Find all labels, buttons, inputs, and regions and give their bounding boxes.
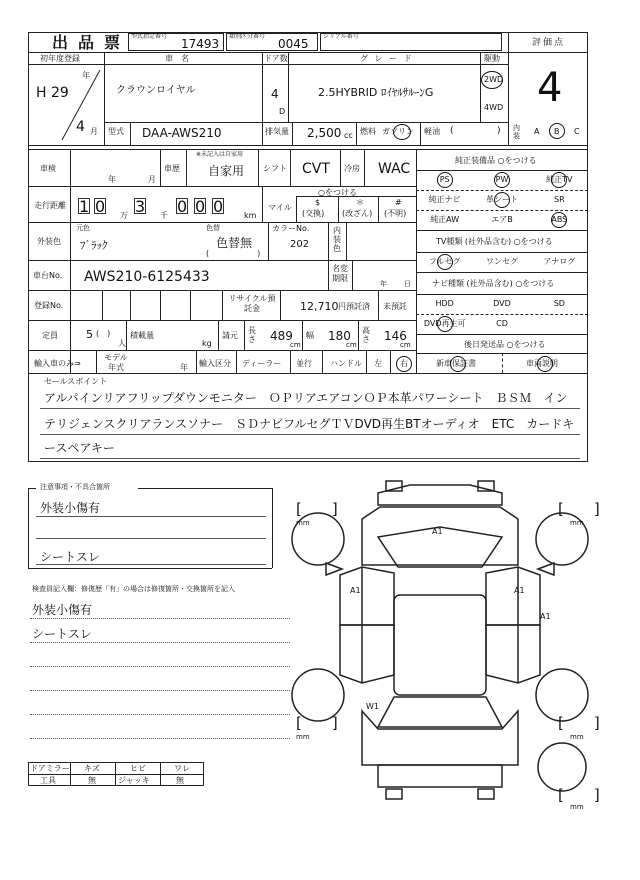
chassis-value: AWS210-6125433 bbox=[84, 269, 210, 285]
interior-b-circle bbox=[549, 123, 565, 139]
width-label: 幅 bbox=[306, 331, 314, 340]
damage-mark-left-door: A1 bbox=[350, 586, 361, 595]
damage-mark-right-door: A1 bbox=[514, 586, 525, 595]
mileage-label: 走行距離 bbox=[34, 201, 66, 210]
length-label: 長さ bbox=[248, 326, 256, 344]
interior-a: A bbox=[534, 127, 540, 136]
interior-b: B bbox=[554, 127, 560, 136]
first-reg-era: H 29 bbox=[36, 85, 69, 101]
acc-header-mirror: ドアミラー bbox=[30, 764, 70, 773]
inspection-year-unit: 年 bbox=[108, 175, 116, 184]
drive-2wd-circle bbox=[481, 71, 503, 89]
later-label: 後日発送品 ○をつける bbox=[464, 340, 546, 349]
color-paren: ( ) bbox=[206, 249, 261, 258]
sales-point-label: セールスポイント bbox=[44, 377, 108, 386]
recycle-unpaid: 未預託 bbox=[383, 302, 407, 311]
mileage-km-unit: km bbox=[244, 211, 257, 220]
doors-sub: D bbox=[279, 107, 286, 116]
color-original-value: ﾌﾞﾗｯｸ bbox=[80, 239, 108, 252]
acc-jack-value: 無 bbox=[176, 776, 184, 785]
history-value: 自家用 bbox=[208, 164, 245, 178]
load-unit: kg bbox=[202, 339, 212, 348]
first-reg-label: 初年度登録 bbox=[40, 54, 80, 63]
grade-label: グ レ ー ド bbox=[360, 54, 414, 63]
mile-unknown: (不明) bbox=[384, 209, 407, 218]
width-unit: cm bbox=[346, 341, 357, 349]
equipment-genuine-label: 純正装備品 ○をつける bbox=[455, 156, 537, 165]
tv-circle bbox=[437, 254, 453, 270]
recycle-paid: 円預託済 bbox=[338, 302, 370, 311]
length-value: 489 bbox=[270, 329, 293, 343]
score-label: 評価点 bbox=[532, 38, 566, 48]
sales-point-line-1: アルパインリアフリップダウンモニター ＯＰリアエアコンＯＰ本革パワーシート ＢＳＭ イン bbox=[44, 391, 568, 405]
navi-item: SD bbox=[553, 299, 565, 308]
tire-mm-fl: mm bbox=[296, 519, 310, 527]
car-name-label: 車 名 bbox=[165, 54, 189, 63]
fuel-gas: ガソリン bbox=[382, 127, 414, 136]
damage-mark-rear-glass: W1 bbox=[366, 702, 379, 711]
mileage-digit: 0 bbox=[213, 197, 224, 216]
fuel-gas-circle bbox=[393, 124, 411, 140]
tire-bracket-rr: [ ] bbox=[558, 714, 600, 732]
inspection-month-unit: 月 bbox=[148, 175, 156, 184]
mile-tampered-sym: ＊ bbox=[356, 198, 364, 207]
model-year-unit: 年 bbox=[180, 363, 188, 372]
color-change-value: 色替無 bbox=[216, 236, 253, 250]
equipment-item: SR bbox=[554, 195, 565, 204]
mileage-digit: 0 bbox=[177, 197, 188, 216]
class-no-label: 類別区分番号 bbox=[229, 33, 266, 40]
tire-bracket-rl: [ ] bbox=[296, 714, 338, 732]
first-reg-month: 4 bbox=[76, 119, 85, 135]
ac-label: 冷房 bbox=[344, 164, 360, 173]
nameplate-day-unit: 日 bbox=[404, 280, 411, 288]
mileage-sen-unit: 千 bbox=[160, 211, 168, 220]
mile-tampered: (改ざん) bbox=[342, 209, 373, 218]
later-manual-circle bbox=[537, 356, 553, 372]
acc-header-crack: ヒビ bbox=[130, 764, 146, 773]
recycle-label: リサイクル預託金 bbox=[228, 294, 276, 313]
handle-right: 右 bbox=[400, 359, 408, 368]
capacity-paren: ( ) bbox=[96, 329, 111, 338]
score-value: 4 bbox=[537, 65, 563, 111]
mileage-man-unit: 万 bbox=[120, 211, 128, 220]
model-year-label: モデル年式 bbox=[104, 353, 128, 372]
drive-label: 駆動 bbox=[484, 54, 500, 63]
tire-mm-rr: mm bbox=[570, 733, 584, 741]
acc-header-break: ワレ bbox=[174, 764, 190, 773]
import-class-label: 輸入区分 bbox=[199, 359, 231, 368]
load-label: 積載量 bbox=[130, 331, 154, 340]
length-unit: cm bbox=[290, 341, 301, 349]
recycle-value: 12,710 bbox=[300, 300, 339, 313]
equipment-circle bbox=[494, 172, 510, 188]
tire-bracket-fl: [ ] bbox=[296, 500, 338, 518]
width-value: 180 bbox=[328, 329, 351, 343]
shift-value: CVT bbox=[302, 161, 330, 177]
equipment-circle bbox=[494, 192, 510, 208]
import-parallel: 並行 bbox=[296, 359, 312, 368]
drive-2wd: 2WD bbox=[484, 75, 504, 84]
equipment-item: 純正ナビ bbox=[428, 195, 461, 204]
history-label: 車歴 bbox=[164, 164, 180, 173]
interior-c: C bbox=[574, 127, 580, 136]
interior-label: 内装 bbox=[513, 124, 520, 140]
class-no-value: 0045 bbox=[278, 37, 309, 51]
displacement-label: 排気量 bbox=[265, 127, 289, 136]
capacity-unit: 人 bbox=[118, 339, 126, 348]
color-no-label: カラーNo. bbox=[272, 224, 310, 233]
damage-mark-hood: A1 bbox=[432, 527, 443, 536]
mile-unknown-sym: # bbox=[395, 198, 402, 207]
fuel-label: 燃料 bbox=[360, 127, 376, 136]
equipment-item: 革シート bbox=[485, 195, 518, 204]
drive-4wd: 4WD bbox=[484, 103, 504, 112]
notes-label: 注意事項・不具合箇所 bbox=[40, 483, 110, 491]
fuel-paren-open: ( bbox=[450, 126, 454, 136]
tire-mm-spare: mm bbox=[570, 803, 584, 811]
car-name-value: クラウンロイヤル bbox=[116, 85, 196, 96]
displacement-value: 2,500 bbox=[307, 126, 342, 140]
height-value: 146 bbox=[384, 329, 407, 343]
mile-exchange: (交換) bbox=[302, 209, 325, 218]
interior-color-label: 内装色 bbox=[333, 226, 341, 253]
equipment-item: エアB bbox=[491, 215, 513, 224]
equipment-item: PS bbox=[439, 175, 450, 184]
serial-label: シリアル番号 bbox=[323, 33, 359, 40]
handle-left: 左 bbox=[374, 359, 382, 368]
navi-item: CD bbox=[496, 319, 508, 328]
mile-exchange-sym: $ bbox=[315, 198, 321, 207]
type-no-value: 17493 bbox=[181, 37, 220, 51]
tv-label: TV種類 (社外品含む) ○をつける bbox=[436, 237, 553, 246]
price-label: 請元 bbox=[222, 331, 238, 340]
tv-item: フルセグ bbox=[428, 257, 461, 266]
nameplate-label: 名変期限 bbox=[332, 264, 348, 283]
model-value: DAA-AWS210 bbox=[142, 126, 222, 140]
navi-circle bbox=[437, 316, 453, 332]
handle-right-circle bbox=[396, 356, 412, 372]
navi-label: ナビ種類 (社外品含む) ○をつける bbox=[432, 279, 555, 288]
sales-point-line-3: ースペアキー bbox=[44, 441, 115, 455]
equipment-item: 純正AW bbox=[430, 215, 460, 224]
displacement-unit: cc bbox=[344, 131, 353, 140]
notes-line-2: シートスレ bbox=[40, 550, 100, 564]
history-note: ※未記入は自家用 bbox=[196, 151, 244, 158]
chassis-label: 車台No. bbox=[33, 271, 63, 280]
nameplate-year-unit: 年 bbox=[380, 280, 387, 288]
tire-bracket-fr: [ ] bbox=[558, 500, 600, 518]
ac-value: WAC bbox=[378, 161, 411, 177]
first-reg-year-unit: 年 bbox=[82, 71, 90, 80]
doors-label: ドア数 bbox=[264, 54, 288, 63]
fuel-paren-close: ) bbox=[497, 126, 501, 136]
capacity-value: 5 bbox=[86, 328, 93, 341]
later-item-warranty: 新車保証書 bbox=[436, 359, 476, 368]
damage-mark-right-rear: A1 bbox=[540, 612, 551, 621]
navi-item: DVD bbox=[493, 299, 511, 308]
tv-item: アナログ bbox=[543, 257, 576, 266]
inspector-label: 検査員記入欄：修復歴「有」の場合は修復箇所・交換箇所を記入 bbox=[32, 585, 235, 593]
mileage-digit: 0 bbox=[195, 197, 206, 216]
inspection-label: 車検 bbox=[40, 164, 56, 173]
mileage-circle-note: ○をつける bbox=[318, 188, 357, 197]
grade-value: 2.5HYBRID ﾛｲﾔﾙｻﾙｰﾝG bbox=[318, 86, 434, 99]
later-warranty-circle bbox=[450, 356, 466, 372]
tire-mm-rl: mm bbox=[296, 733, 310, 741]
navi-item: DVD再生可 bbox=[423, 319, 466, 328]
mileage-digit: 0 bbox=[95, 197, 106, 216]
fuel-diesel: 軽油 bbox=[424, 127, 440, 136]
color-change-label: 色替 bbox=[206, 224, 220, 232]
import-label: 輸入車のみ⇒ bbox=[34, 359, 81, 368]
import-dealer: ディーラー bbox=[242, 359, 282, 368]
notes-line-1: 外装小傷有 bbox=[40, 501, 101, 515]
mileage-digit: 3 bbox=[135, 197, 146, 216]
mileage-digit: 1 bbox=[79, 197, 90, 216]
acc-tools-value: 無 bbox=[88, 776, 96, 785]
later-item-manual: 車両説明 bbox=[526, 359, 558, 368]
mileage-type-label: マイル bbox=[268, 203, 292, 212]
sales-point-line-2: テリジェンスクリアランスソナー ＳＤナビフルセグＴＶDVD再生BTオーディオ ETC カードキ bbox=[44, 417, 575, 431]
inspector-line-1: 外装小傷有 bbox=[32, 603, 93, 617]
tire-mm-fr: mm bbox=[570, 519, 584, 527]
equipment-circle bbox=[437, 172, 453, 188]
handle-label: ハンドル bbox=[330, 359, 362, 368]
equipment-item: PW bbox=[495, 175, 509, 184]
acc-tools-label: 工具 bbox=[40, 776, 56, 785]
tv-item: ワンセグ bbox=[485, 257, 518, 266]
doors-value: 4 bbox=[271, 87, 279, 101]
reg-label: 登録No. bbox=[34, 301, 64, 310]
color-label: 外装色 bbox=[37, 237, 61, 246]
color-original-label: 元色 bbox=[76, 224, 90, 232]
type-no-label: 型式指定番号 bbox=[131, 33, 168, 40]
tire-bracket-spare: [ ] bbox=[558, 786, 600, 804]
first-reg-month-unit: 月 bbox=[90, 127, 98, 136]
model-label: 型式 bbox=[108, 127, 124, 136]
color-no-value: 202 bbox=[290, 239, 310, 250]
sheet-title: 出品票 bbox=[52, 33, 131, 52]
inspector-line-2: シートスレ bbox=[32, 627, 92, 641]
height-unit: cm bbox=[400, 341, 411, 349]
equipment-item: 純正TV bbox=[546, 175, 573, 184]
height-label: 高さ bbox=[362, 326, 370, 344]
acc-jack-label: ジャッキ bbox=[118, 776, 150, 785]
equipment-item: ABS bbox=[551, 215, 568, 224]
capacity-label: 定員 bbox=[42, 331, 58, 340]
shift-label: シフト bbox=[263, 164, 287, 173]
acc-header-scratch: キズ bbox=[84, 764, 100, 773]
navi-item: HDD bbox=[435, 299, 454, 308]
